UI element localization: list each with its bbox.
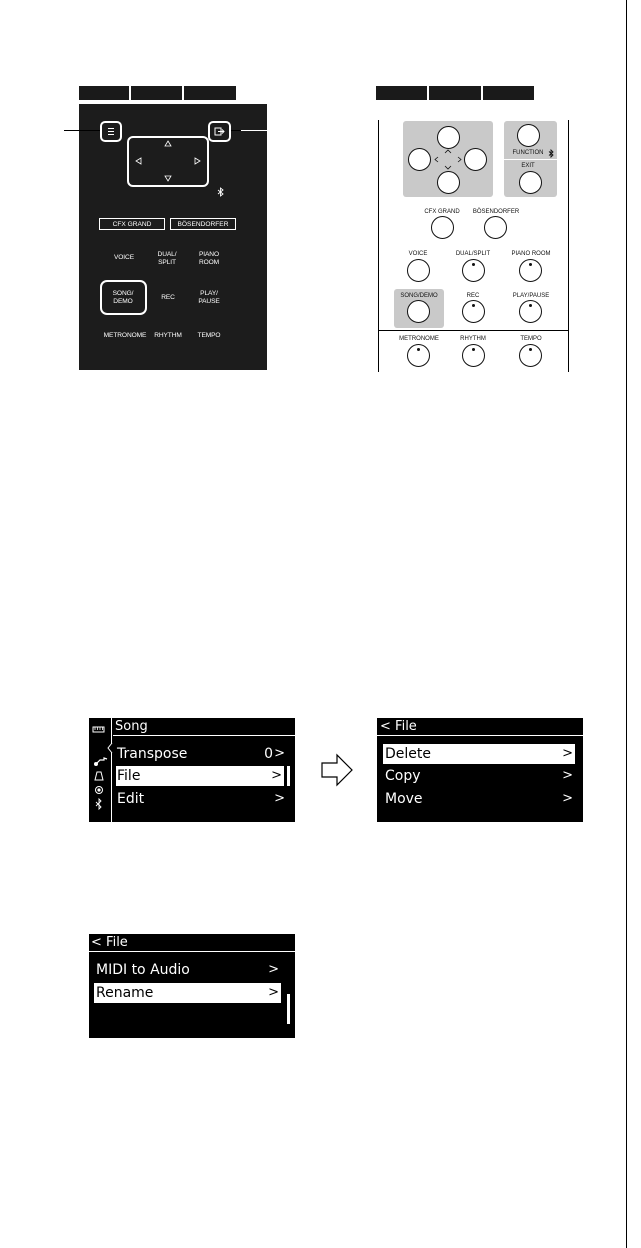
play-pause-button-light[interactable] xyxy=(519,300,542,323)
metronome-button[interactable]: METRONOME xyxy=(103,332,147,339)
lcd-title: Song xyxy=(113,718,295,736)
menu-row-midi-to-audio[interactable] xyxy=(96,960,281,980)
lcd-title xyxy=(377,718,583,736)
cursor-direction-icon xyxy=(432,148,464,171)
cursor-buttons[interactable] xyxy=(127,136,209,187)
menu-row-delete[interactable] xyxy=(383,744,575,764)
scrollbar-thumb xyxy=(287,766,290,786)
rec-button-light[interactable] xyxy=(462,300,485,323)
menu-row-file[interactable] xyxy=(116,766,284,786)
cursor-down-button[interactable] xyxy=(437,171,460,194)
label-bar xyxy=(376,86,427,100)
chevron-right-icon: > xyxy=(268,962,279,977)
callout-line xyxy=(64,130,100,131)
cfx-grand-label: CFX GRAND xyxy=(424,209,460,215)
row-label: Copy xyxy=(385,768,421,784)
rhythm-button-light[interactable] xyxy=(462,344,485,367)
lcd-title xyxy=(89,934,295,952)
lcd-screen-song xyxy=(89,718,295,822)
chevron-right-icon: > xyxy=(268,985,279,1000)
label-bar xyxy=(483,86,534,100)
bluetooth-icon xyxy=(548,149,554,158)
cfx-grand-button[interactable]: CFX GRAND xyxy=(99,218,165,230)
metronome-button-light[interactable] xyxy=(407,344,430,367)
menu-row-transpose[interactable] xyxy=(117,744,287,764)
exit-icon xyxy=(210,123,229,140)
dual-split-button[interactable]: DUAL/ SPLIT xyxy=(157,251,177,266)
cfx-grand-button-light[interactable] xyxy=(431,216,454,239)
function-label: FUNCTION xyxy=(512,150,544,156)
bosendorfer-button-light[interactable] xyxy=(484,216,507,239)
row-value: 0 xyxy=(264,746,273,762)
chevron-right-icon: > xyxy=(562,791,573,806)
row-label: Transpose xyxy=(117,746,188,762)
label-bar xyxy=(184,86,236,100)
voice-button-light[interactable] xyxy=(407,259,430,282)
rec-label: REC xyxy=(466,293,480,299)
chevron-right-icon: > xyxy=(274,746,285,761)
voice-label: VOICE xyxy=(408,251,428,257)
dual-split-label: DUAL/SPLIT xyxy=(455,251,491,257)
row-label: Edit xyxy=(117,791,145,807)
chevron-left-icon xyxy=(106,742,114,754)
exit-button[interactable] xyxy=(208,121,231,142)
label-bar xyxy=(79,86,129,100)
row-label: Rename xyxy=(96,985,154,1001)
tempo-button-light[interactable] xyxy=(519,344,542,367)
bosendorfer-button[interactable]: BÖSENDORFER xyxy=(170,218,236,230)
right-arrow-icon xyxy=(320,752,354,788)
dual-split-button-light[interactable] xyxy=(462,259,485,282)
chevron-right-icon: > xyxy=(271,768,282,783)
row-label: Delete xyxy=(385,746,431,762)
menu-row-rename[interactable] xyxy=(94,983,281,1003)
function-button[interactable] xyxy=(517,124,540,147)
menu-row-edit[interactable] xyxy=(117,789,287,809)
lcd-screen-file-rename xyxy=(89,934,295,1038)
tempo-label: TEMPO xyxy=(520,336,542,342)
play-pause-label: PLAY/PAUSE xyxy=(512,293,550,299)
lcd-screen-file xyxy=(377,718,583,822)
song-demo-button-light[interactable] xyxy=(407,300,430,323)
back-chevron-icon: < xyxy=(91,935,102,950)
callout-line xyxy=(231,130,241,131)
chevron-right-icon: > xyxy=(562,768,573,783)
label-bar xyxy=(429,86,481,100)
lcd-divider xyxy=(111,718,112,822)
menu-button[interactable] xyxy=(100,121,122,142)
bluetooth-icon xyxy=(217,187,224,197)
exit-button-light[interactable] xyxy=(519,171,542,194)
title-text: File xyxy=(106,935,128,950)
menu-icon xyxy=(102,123,120,140)
exit-label: EXIT xyxy=(521,163,535,169)
divider xyxy=(378,330,569,331)
chevron-right-icon: > xyxy=(562,746,573,761)
bosendorfer-label: BÖSENDORFER xyxy=(472,209,520,215)
panel-edge xyxy=(378,120,379,372)
category-icons xyxy=(89,718,111,822)
row-label: File xyxy=(117,768,141,784)
chevron-right-icon: > xyxy=(274,791,285,806)
rec-button[interactable]: REC xyxy=(161,294,175,301)
metronome-label: METRONOME xyxy=(399,336,439,342)
lcd-icon-column xyxy=(89,718,111,822)
play-pause-button[interactable]: PLAY/ PAUSE xyxy=(198,290,220,305)
cursor-arrows-icon xyxy=(129,138,207,185)
menu-row-copy[interactable] xyxy=(385,766,575,786)
row-label: MIDI to Audio xyxy=(96,962,190,978)
scrollbar-thumb xyxy=(287,994,290,1024)
label-bar xyxy=(131,86,182,100)
panel-edge xyxy=(568,120,569,372)
menu-row-move[interactable] xyxy=(385,789,575,809)
rhythm-button[interactable]: RHYTHM xyxy=(154,332,182,339)
cursor-right-button[interactable] xyxy=(464,148,487,171)
piano-room-button[interactable]: PIANO ROOM xyxy=(198,251,220,266)
row-label: Move xyxy=(385,791,423,807)
divider xyxy=(504,159,557,160)
page-margin-rule xyxy=(626,0,627,1248)
tempo-button[interactable]: TEMPO xyxy=(197,332,221,339)
title-text: File xyxy=(395,719,417,734)
song-demo-button[interactable]: SONG/ DEMO xyxy=(112,290,134,305)
cursor-up-button[interactable] xyxy=(437,126,460,149)
back-chevron-icon: < xyxy=(380,719,391,734)
piano-room-label: PIANO ROOM xyxy=(511,251,551,257)
voice-button[interactable]: VOICE xyxy=(113,254,135,261)
cursor-left-button[interactable] xyxy=(408,148,431,171)
rhythm-label: RHYTHM xyxy=(460,336,486,342)
piano-room-button-light[interactable] xyxy=(519,259,542,282)
song-demo-label: SONG/DEMO xyxy=(400,293,438,299)
